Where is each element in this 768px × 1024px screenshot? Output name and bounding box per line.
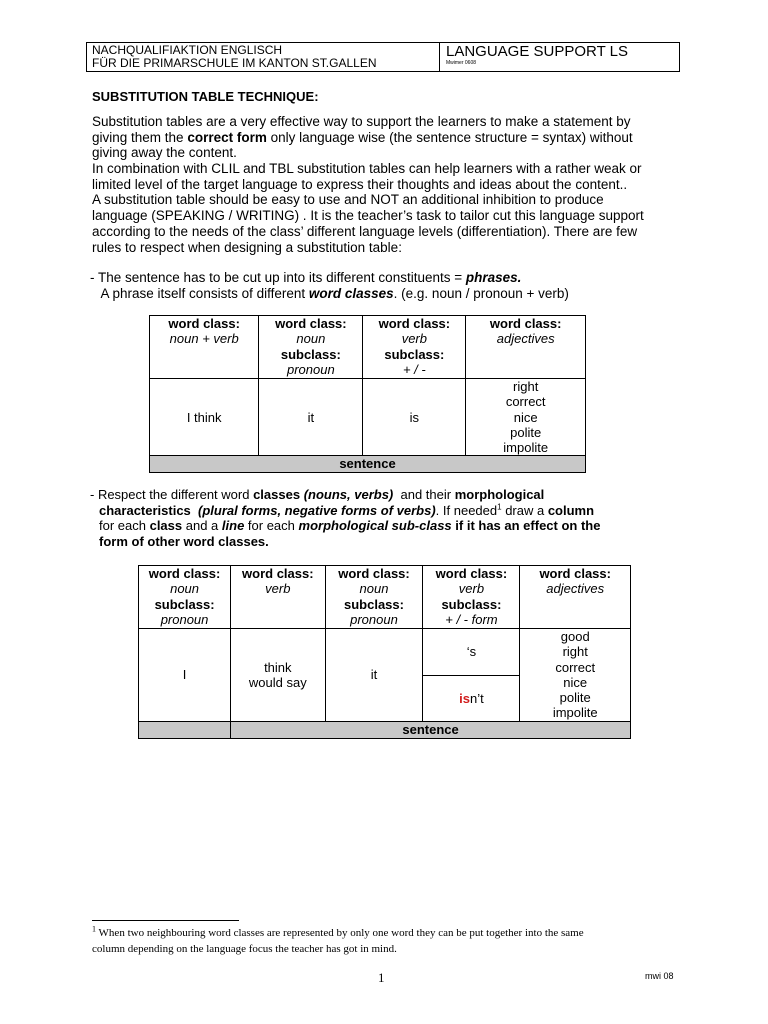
text: . (e.g. noun / pronoun + verb) [393, 286, 569, 301]
cell-label: word class: [242, 566, 314, 581]
header-cell [231, 566, 325, 629]
adjective: polite [510, 424, 542, 440]
intro-line: limited level of the target language to express their thoughts and ideas about the content.. [92, 176, 628, 192]
adjective: right [562, 644, 588, 660]
intro-line: giving away the content. [92, 145, 237, 161]
text: draw a [501, 502, 548, 518]
table-cell [231, 629, 325, 722]
footnote-line [92, 926, 682, 942]
text: only language wise (the sentence structure = syntax) without [266, 129, 633, 145]
substitution-table-1 [149, 315, 586, 473]
text: When two neighbouring word classes are represented by only one word they can be put together into the same [96, 927, 584, 939]
text: - Respect the different word [90, 487, 254, 502]
footer-spacer [139, 722, 231, 739]
header-cell [139, 566, 231, 629]
negation-highlight: is [459, 690, 470, 706]
table-footer-row [150, 456, 586, 473]
cell-value: + / - form [445, 611, 498, 627]
table-cell: it [259, 379, 363, 456]
table-cell: I [139, 629, 231, 722]
cell-label: subclass: [154, 596, 215, 612]
cell-value: n’t [469, 690, 484, 706]
cell-label: subclass: [280, 346, 341, 362]
header-cell [150, 316, 259, 379]
table-cell: I think [150, 379, 259, 456]
text: and their [393, 487, 455, 502]
text: and a [182, 518, 222, 533]
cell-label: subclass: [384, 346, 445, 362]
cell-value: noun [359, 581, 389, 597]
table-header-row [150, 316, 586, 379]
text: A phrase itself consists of different [90, 286, 309, 301]
cell-label: word class: [338, 566, 410, 581]
footnote-divider [92, 920, 239, 921]
intro-line: In combination with CLIL and TBL substitution tables can help learners with a rather weak or [92, 161, 642, 177]
cell-value: would say [248, 675, 307, 690]
cell-label: word class: [168, 316, 240, 331]
bullet-line [90, 270, 569, 286]
cell-value: pronoun [350, 611, 398, 627]
header-cell [466, 316, 586, 379]
text: giving them the [92, 129, 188, 145]
header-cell [423, 566, 520, 629]
adjective: right [513, 379, 539, 394]
cell-label: word class: [275, 316, 347, 331]
table-cell: is [363, 379, 466, 456]
cell-label: word class: [489, 316, 562, 331]
sentence-footer: sentence [150, 456, 586, 473]
header-line-1: NACHQUALIFIAKTION ENGLISCH [92, 43, 283, 57]
bullet-phrases [90, 270, 569, 302]
bullet-line [90, 286, 569, 302]
adjective: good [560, 629, 590, 644]
cell-value: adjectives [496, 331, 555, 347]
header-cell [520, 566, 631, 629]
table-cell: it [325, 629, 423, 722]
cell-value: pronoun [286, 361, 335, 377]
footnote-ref: 1 [497, 502, 502, 512]
cell-value: noun + verb [169, 331, 239, 347]
emphasis: class [149, 518, 183, 533]
table-cell [423, 676, 520, 722]
header-line-2: FÜR DIE PRIMARSCHULE IM KANTON ST.GALLEN [92, 56, 377, 70]
adjective: impolite [552, 705, 598, 721]
table-header-row [139, 566, 631, 629]
table-cell-adjectives [466, 379, 586, 456]
adjective: correct [505, 394, 546, 410]
header-cell [259, 316, 363, 379]
page-number: 1 [378, 970, 385, 985]
cell-label: word class: [539, 566, 611, 581]
adjective: nice [563, 674, 588, 690]
intro-line: rules to respect when designing a substitution table: [92, 239, 402, 255]
cell-value: adjectives [546, 581, 605, 597]
adjective: nice [513, 409, 538, 425]
cell-value: verb [458, 581, 485, 597]
cell-label: word class: [148, 566, 221, 581]
emphasis: (plural forms, negative forms of verbs) [190, 502, 436, 518]
emphasis: classes [253, 487, 301, 502]
cell-value: + / - [402, 361, 426, 377]
emphasis: form of other word classes. [99, 533, 269, 549]
intro-paragraph [92, 114, 692, 255]
bullet-line [90, 518, 600, 534]
cell-value: verb [401, 331, 427, 347]
intro-line: according to the needs of the class’ different language levels (differentiation). There are few [92, 223, 638, 239]
intro-line [92, 130, 692, 146]
page-header [86, 42, 680, 72]
cell-label: word class: [378, 316, 451, 331]
table-cell-adjectives [520, 629, 631, 722]
cell-label: word class: [435, 566, 508, 581]
bullet-morphology [90, 487, 600, 549]
header-title: LANGUAGE SUPPORT LS [446, 43, 629, 60]
intro-line: language (SPEAKING / WRITING) . It is the teacher’s task to tailor cut this language support [92, 208, 644, 224]
sentence-footer: sentence [231, 722, 631, 739]
emphasis: correct form [187, 129, 267, 145]
cell-value: think [264, 659, 292, 675]
corner-mark: mwi 08 [645, 971, 674, 981]
emphasis: word classes [308, 286, 394, 301]
header-left [87, 43, 440, 71]
emphasis: phrases. [465, 270, 522, 285]
bullet-line [90, 534, 600, 550]
intro-line: Substitution tables are a very effective way to support the learners to make a statement by [92, 114, 631, 129]
header-subtitle: Mwimer 0608 [446, 60, 477, 66]
bullet-line [90, 487, 600, 503]
text: . If needed [435, 502, 498, 518]
emphasis: column [547, 502, 595, 518]
table-footer-row [139, 722, 631, 739]
adjective: impolite [503, 440, 549, 456]
table-row [139, 629, 631, 676]
emphasis: (nouns, verbs) [300, 487, 394, 502]
intro-line: A substitution table should be easy to use and NOT an additional inhibition to produce [92, 192, 604, 208]
bullet-line [90, 503, 600, 519]
cell-label: subclass: [441, 596, 502, 612]
emphasis: characteristics [99, 502, 191, 518]
footnote-number: 1 [92, 924, 96, 934]
cell-label: subclass: [343, 596, 404, 612]
text: - The sentence has to be cut up into its different constituents = [90, 270, 466, 285]
cell-value: verb [265, 581, 291, 597]
footnote-line: column depending on the language focus the teacher has got in mind. [92, 942, 397, 955]
page-title: SUBSTITUTION TABLE TECHNIQUE: [92, 89, 319, 104]
emphasis: line [221, 518, 245, 533]
header-cell [325, 566, 423, 629]
table-cell: ‘s [423, 629, 520, 676]
cell-value: noun [296, 331, 326, 347]
adjective: polite [559, 690, 591, 706]
emphasis: morphological sub-class [298, 518, 452, 533]
footnote [92, 926, 682, 957]
text: for each [99, 518, 150, 533]
header-cell [363, 316, 466, 379]
cell-value: pronoun [160, 611, 209, 627]
cell-value: noun [170, 581, 200, 597]
substitution-table-2 [138, 565, 631, 739]
emphasis: if it has an effect on the [451, 518, 601, 533]
adjective: correct [555, 659, 596, 675]
emphasis: morphological [454, 487, 545, 502]
table-row [150, 379, 586, 456]
text: for each [244, 518, 299, 533]
